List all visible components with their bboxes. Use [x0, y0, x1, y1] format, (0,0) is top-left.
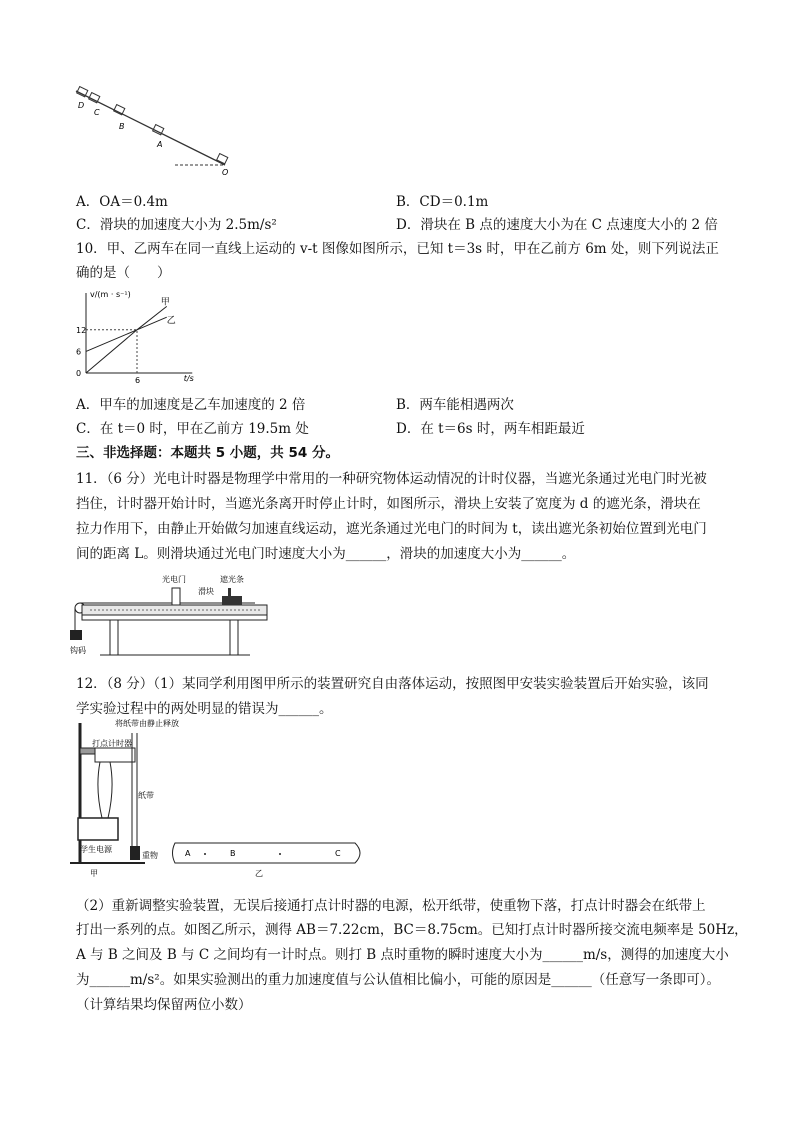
- heavy-weight-label: 重物: [142, 851, 158, 860]
- power-label: 学生电源: [80, 845, 112, 854]
- tape-point-c: C: [335, 849, 341, 858]
- point-c-label: C: [94, 108, 100, 117]
- q12-stem-line1: 12．（8 分）（1）某同学利用图甲所示的装置研究自由落体运动，按照图甲安装实验装置后开始实验，该同: [76, 676, 709, 692]
- weight-label: 钩码: [70, 646, 86, 655]
- q11-stem-line4: 间的距离 L。则滑块通过光电门时速度大小为______，滑块的加速度大小为______。: [76, 546, 576, 562]
- section-heading: 三、非选择题：本题共 5 小题，共 54 分。: [76, 445, 339, 461]
- series-label-0: 甲: [160, 297, 170, 308]
- photogate-figure: [70, 570, 285, 658]
- tape-point-b: B: [230, 849, 236, 858]
- q10-option-b: B．两车能相遇两次: [396, 397, 514, 413]
- q10-option-d: D．在 t＝6s 时，两车相距最近: [396, 421, 585, 437]
- q9-option-d: D．滑块在 B 点的速度大小为在 C 点速度大小的 2 倍: [396, 217, 718, 233]
- q11-stem-line2: 挡住，计时器开始计时，当遮光条离开时停止计时，如图所示，滑块上安装了宽度为 d 的遮光条，滑块在: [76, 496, 701, 512]
- series-line-1: [86, 317, 167, 351]
- figure-jia-label: 甲: [90, 869, 98, 878]
- q12-stem-line5: A 与 B 之间及 B 与 C 之间均有一计时点。则打 B 点时重物的瞬时速度大小为______m/s，测得的加速度大小: [76, 947, 729, 963]
- slider-label: 滑块: [198, 587, 214, 596]
- q12-stem-line2: 学实验过程中的两处明显的错误为______。: [76, 701, 333, 717]
- incline-figure: [70, 85, 235, 180]
- q11-stem-line1: 11．（6 分）光电计时器是物理学中常用的一种研究物体运动情况的计时仪器，当遮光条通过光电门时光被: [76, 471, 707, 487]
- point-b-label: B: [119, 122, 125, 131]
- x-tick-label: 6: [135, 376, 141, 385]
- ticker-timer-figure: [70, 718, 370, 883]
- q12-stem-line7: （计算结果均保留两位小数）: [76, 997, 252, 1013]
- q11-stem-line3: 拉力作用下，由静止开始做匀加速直线运动，遮光条通过光电门的时间为 t，读出遮光条初始位置到光电门: [76, 521, 707, 537]
- q9-option-c: C．滑块的加速度大小为 2.5m/s²: [76, 217, 277, 233]
- point-o-label: O: [222, 168, 229, 177]
- q10-stem-line2: 确的是（ ）: [76, 265, 171, 281]
- q10-option-c: C．在 t＝0 时，甲在乙前方 19.5m 处: [76, 421, 309, 437]
- q9-option-b: B．CD＝0.1m: [396, 194, 489, 210]
- tape-point-a: A: [185, 849, 191, 858]
- timer-label: 打点计时器: [92, 739, 132, 748]
- y-tick-label: 0: [76, 369, 82, 378]
- release-label: 将纸带由静止释放: [115, 719, 179, 728]
- series-line-0: [86, 306, 167, 373]
- figure-yi-label: 乙: [255, 869, 263, 878]
- vt-chart: [72, 285, 202, 385]
- photogate-label: 光电门: [162, 575, 186, 584]
- q10-stem-line1: 10．甲、乙两车在同一直线上运动的 v-t 图像如图所示，已知 t＝3s 时，甲在乙前方 6m 处，则下列说法正: [76, 241, 719, 257]
- y-axis-title: v/(m · s⁻¹): [90, 290, 131, 299]
- series-label-1: 乙: [166, 316, 176, 327]
- strip-label: 遮光条: [220, 575, 244, 584]
- x-axis-title: t/s: [183, 374, 194, 383]
- y-tick-label: 12: [76, 325, 87, 335]
- q9-option-a: A．OA＝0.4m: [76, 194, 168, 210]
- q12-stem-line4: 打出一系列的点。如图乙所示，测得 AB＝7.22cm，BC＝8.75cm。已知打点计时器所接交流电频率是 50Hz，: [76, 922, 748, 938]
- y-tick-label: 6: [76, 347, 82, 357]
- q10-option-a: A．甲车的加速度是乙车加速度的 2 倍: [76, 397, 306, 413]
- point-d-label: D: [78, 101, 85, 110]
- point-a-label: A: [157, 140, 163, 149]
- q12-stem-line3: （2）重新调整实验装置，无误后接通打点计时器的电源，松开纸带，使重物下落，打点计时器会在纸带上: [76, 898, 706, 914]
- q12-stem-line6: 为______m/s²。如果实验测出的重力加速度值与公认值相比偏小，可能的原因是______（任意写一条即可）。: [76, 972, 720, 988]
- tape-label: 纸带: [138, 791, 154, 800]
